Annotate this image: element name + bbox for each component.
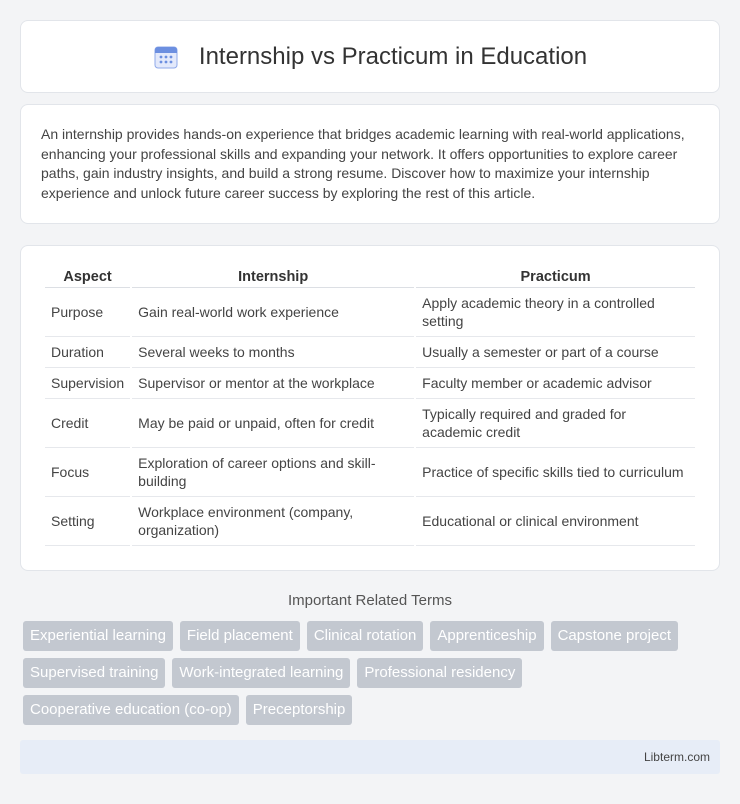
tag-professional-residency[interactable]: Professional residency bbox=[357, 658, 522, 688]
cell-aspect: Duration bbox=[45, 337, 130, 368]
comparison-table bbox=[43, 266, 697, 546]
cell-internship: Workplace environment (company, organization) bbox=[132, 497, 414, 546]
intro-card bbox=[20, 104, 720, 224]
cell-aspect: Setting bbox=[45, 497, 130, 546]
table-row bbox=[45, 288, 695, 337]
tag-apprenticeship[interactable]: Apprenticeship bbox=[430, 621, 543, 651]
header-aspect: Aspect bbox=[45, 266, 130, 288]
intro-text: An internship provides hands-on experience that bridges academic learning with real-world applications, enhancing your professional skills and expanding your network. It offers opportunities to explore career paths, gain industry insights, and build a strong resume. Discover how to maximize your internship experience and unlock future career success by exploring the rest of this article. bbox=[41, 126, 685, 201]
cell-practicum: Educational or clinical environment bbox=[416, 497, 695, 546]
cell-internship: May be paid or unpaid, often for credit bbox=[132, 399, 414, 448]
cell-practicum: Apply academic theory in a controlled setting bbox=[416, 288, 695, 337]
table-row bbox=[45, 448, 695, 497]
related-terms-list bbox=[23, 621, 717, 732]
tag-preceptorship[interactable]: Preceptorship bbox=[246, 695, 353, 725]
table-header-row bbox=[45, 266, 695, 288]
comparison-table-card bbox=[20, 245, 720, 571]
page-header bbox=[20, 20, 720, 93]
cell-practicum: Practice of specific skills tied to curriculum bbox=[416, 448, 695, 497]
tag-experiential-learning[interactable]: Experiential learning bbox=[23, 621, 173, 651]
cell-internship: Exploration of career options and skill-building bbox=[132, 448, 414, 497]
tag-cooperative-education[interactable]: Cooperative education (co-op) bbox=[23, 695, 239, 725]
related-terms-title: Important Related Terms bbox=[288, 592, 452, 609]
table-row bbox=[45, 337, 695, 368]
cell-internship: Supervisor or mentor at the workplace bbox=[132, 368, 414, 399]
table-row bbox=[45, 497, 695, 546]
table-row bbox=[45, 368, 695, 399]
cell-aspect: Credit bbox=[45, 399, 130, 448]
cell-aspect: Purpose bbox=[45, 288, 130, 337]
cell-practicum: Usually a semester or part of a course bbox=[416, 337, 695, 368]
table-row bbox=[45, 399, 695, 448]
header-practicum: Practicum bbox=[416, 266, 695, 288]
page-title: Internship vs Practicum in Education bbox=[198, 42, 588, 70]
calendar-grid-icon bbox=[153, 44, 179, 70]
tag-supervised-training[interactable]: Supervised training bbox=[23, 658, 165, 688]
tag-clinical-rotation[interactable]: Clinical rotation bbox=[307, 621, 424, 651]
cell-practicum: Typically required and graded for academic credit bbox=[416, 399, 695, 448]
footer-brand-link[interactable]: Libterm.com bbox=[643, 750, 710, 764]
tag-field-placement[interactable]: Field placement bbox=[180, 621, 300, 651]
footer-bar bbox=[20, 740, 720, 774]
cell-internship: Gain real-world work experience bbox=[132, 288, 414, 337]
tag-capstone-project[interactable]: Capstone project bbox=[551, 621, 678, 651]
cell-aspect: Focus bbox=[45, 448, 130, 497]
cell-practicum: Faculty member or academic advisor bbox=[416, 368, 695, 399]
tag-work-integrated-learning[interactable]: Work-integrated learning bbox=[172, 658, 350, 688]
cell-internship: Several weeks to months bbox=[132, 337, 414, 368]
header-internship: Internship bbox=[132, 266, 414, 288]
cell-aspect: Supervision bbox=[45, 368, 130, 399]
